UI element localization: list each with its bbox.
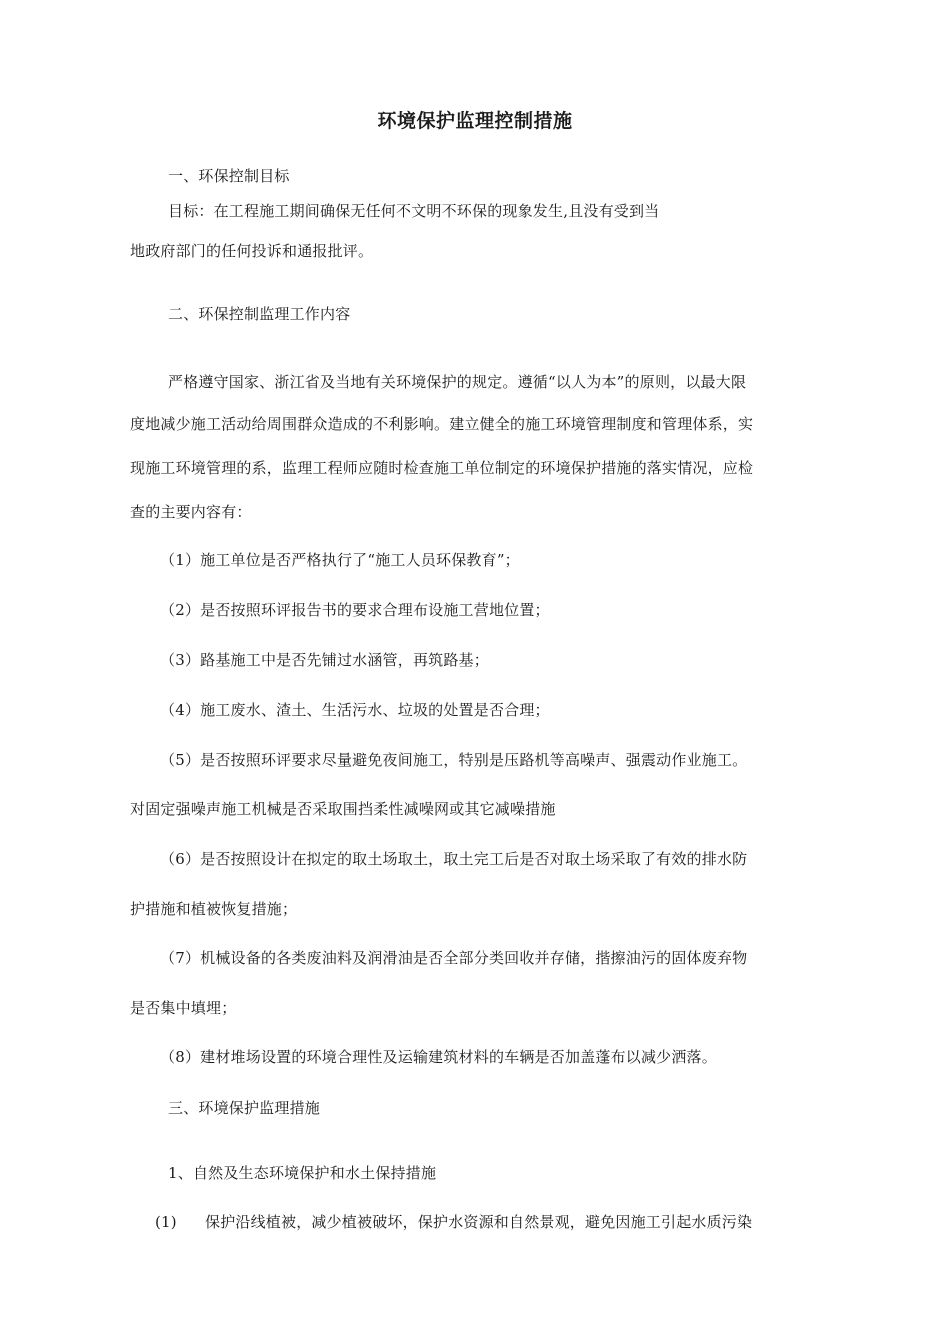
section3-sub1-item1-number: (1): [155, 1213, 177, 1231]
section3-sub1-heading: 1、自然及生态环境保护和水土保持措施: [168, 1164, 437, 1182]
section2-para-line-2: 度地减少施工活动给周围群众造成的不利影响。建立健全的施工环境管理制度和管理体系，实: [130, 415, 754, 433]
check-item-4: （4）施工废水、渣土、生活污水、垃圾的处置是否合理；: [160, 701, 550, 719]
check-item-8: （8）建材堆场设置的环境合理性及运输建筑材料的车辆是否加盖蓬布以减少洒落。: [160, 1048, 717, 1066]
section2-para-line-1: 严格遵守国家、浙江省及当地有关环境保护的规定。遵循“以人为本”的原则，以最大限: [168, 373, 747, 391]
section3-sub1-item1-text: 保护沿线植被，减少植被破坏，保护水资源和自然景观，避免因施工引起水质污染: [205, 1213, 753, 1231]
section1-heading: 一、环保控制目标: [168, 167, 290, 185]
check-item-6-line-2: 护措施和植被恢复措施；: [130, 900, 298, 918]
check-item-5-line-2: 对固定强噪声施工机械是否采取围挡柔性减噪网或其它减噪措施: [130, 800, 556, 818]
check-item-2: （2）是否按照环评报告书的要求合理布设施工营地位置；: [160, 601, 550, 619]
section3-heading: 三、环境保护监理措施: [168, 1099, 321, 1117]
check-item-6-line-1: （6）是否按照设计在拟定的取土场取土，取土完工后是否对取土场采取了有效的排水防: [160, 850, 748, 868]
check-item-7-line-2: 是否集中填埋；: [130, 999, 237, 1017]
section2-heading: 二、环保控制监理工作内容: [168, 305, 351, 323]
section2-para-line-3: 现施工环境管理的系，监理工程师应随时检查施工单位制定的环境保护措施的落实情况，应检: [130, 459, 754, 477]
section2-para-line-4: 查的主要内容有：: [130, 503, 252, 521]
check-item-1: （1）施工单位是否严格执行了“施工人员环保教育”；: [160, 551, 520, 569]
target-line-2: 地政府部门的任何投诉和通报批评。: [130, 242, 374, 260]
check-item-7-line-1: （7）机械设备的各类废油料及润滑油是否全部分类回收并存储，揩擦油污的固体废弃物: [160, 949, 748, 967]
check-item-5-line-1: （5）是否按照环评要求尽量避免夜间施工，特别是压路机等高噪声、强震动作业施工。: [160, 751, 748, 769]
target-line-1: 目标：在工程施工期间确保无任何不文明不环保的现象发生,且没有受到当: [168, 202, 660, 220]
document-title: 环境保护监理控制措施: [377, 110, 573, 132]
check-item-3: （3）路基施工中是否先铺过水涵管，再筑路基；: [160, 651, 489, 669]
